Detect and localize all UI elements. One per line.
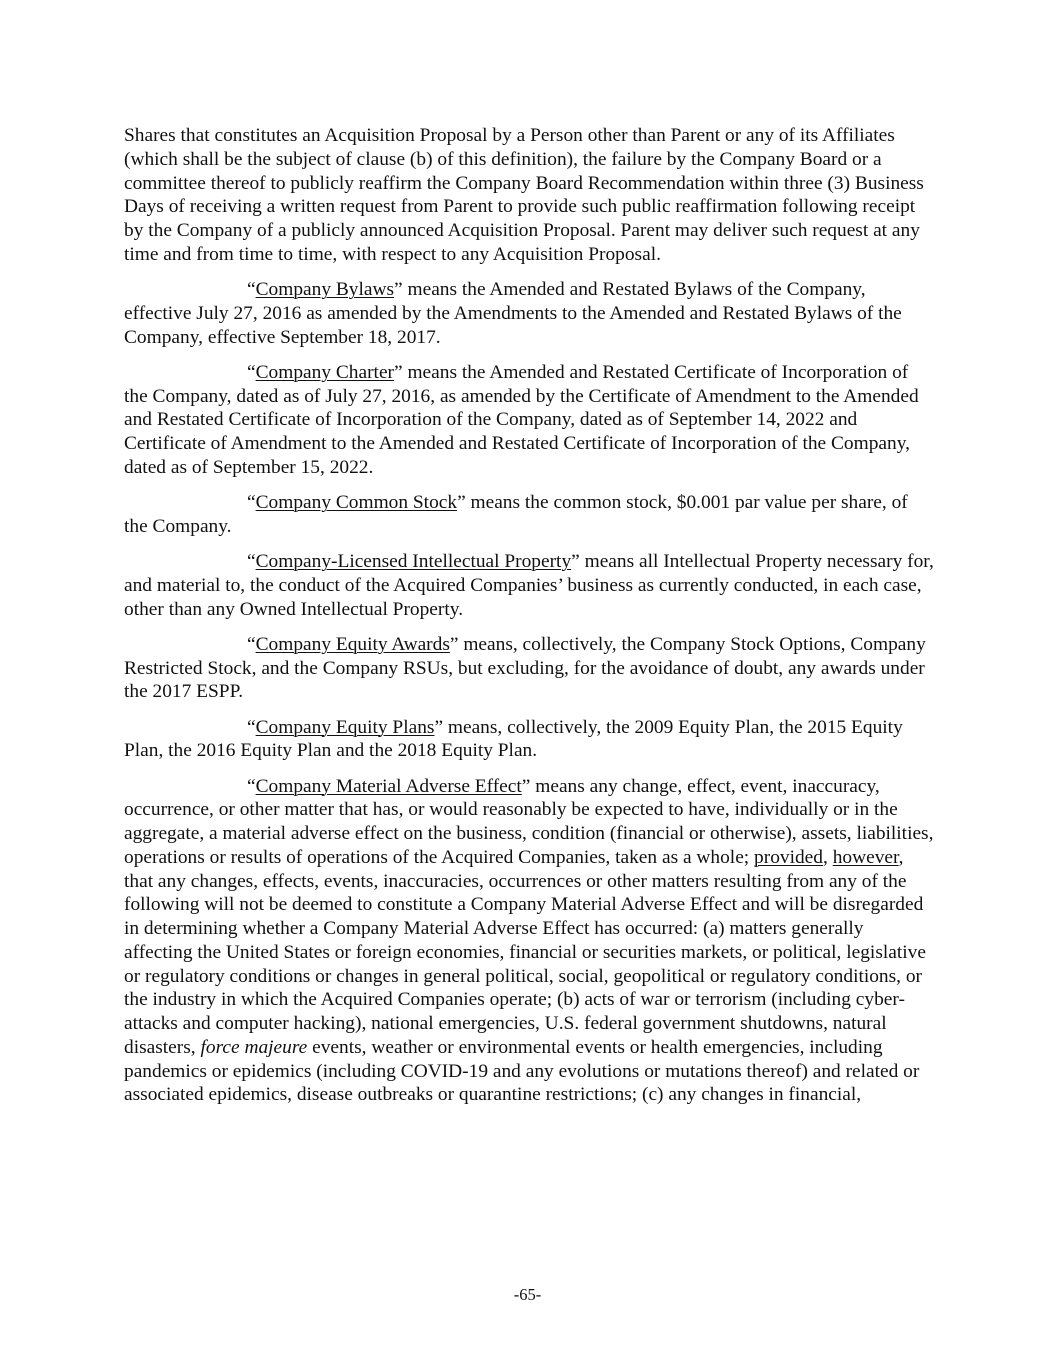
page-number: -65- [513,1285,542,1304]
definition-text: ” means all Intellectual Property necessary for, and material to, the conduct of the Acquired Companies’ business as currently conducted, in each case, other than any Owned Intellectual Property. [124,551,934,620]
provided-term: provided [754,846,823,868]
defined-term: Company Equity Plans [255,716,435,738]
definition-company-bylaws: “Company Bylaws” means the Amended and Restated Bylaws of the Company, effective July 27, 2016 as amended by the Amendments to the Amended and Restated Bylaws of the Company, effective September 18, 2017. [124,279,902,348]
definition-text: ” means the Amended and Restated Certificate of Incorporation of the Company, dated as of July 27, 2016, as amended by the Certificate of Amendment to the Amended and Restated Certificate of Incorporation of the Company, dated as of September 14, 2022 and Certificate of Amendment to the Amended and Restated Certificate of Incorporation of the Company, dated as of September 15, 2022. [124,361,919,478]
defined-term: Company Common Stock [255,492,458,513]
defined-term: Company Equity Awards [255,633,450,655]
defined-term: Company Material Adverse Effect [255,775,522,797]
definition-company-equity-awards: “Company Equity Awards” means, collectively, the Company Stock Options, Company Restricted Stock, and the Company RSUs, but excluding, for the avoidance of doubt, any awards under the 2017 ESPP. [124,633,926,703]
separator: , [822,846,833,868]
definition-company-mae: “Company Material Adverse Effect” means any change, effect, event, inaccuracy, occurrence, or other matter that has, or would reasonably be expected to have, individually or in the aggregate, a material adverse effect on the business, condition (financial or otherwise), assets, liabilities, operations or results of operations of the Acquired Companies, taken as a whole; provided, however, that any changes, effects, events, inaccuracies, occurrences or other matters resulting from any of the following will not be deemed to constitute a Company Material Adverse Effect and will be disregarded in determining whether a Company Material Adverse Effect has occurred: (a) matters generally affecting the United States or foreign economies, financial or securities markets, or political, legislative or regulatory conditions or changes in general political, social, geopolitical or regulatory conditions, or the industry in which the Acquired Companies operate; (b) acts of war or terrorism (including cyber-attacks and computer hacking), national emergencies, U.S. federal government shutdowns, natural disasters, force majeure events, weather or environmental events or health emergencies, including pandemics or epidemics (including COVID-19 and any evolutions or mutations thereof) and related or associated epidemics, disease outbreaks or quarantine restrictions; (c) any changes in financial, [124,775,934,1106]
definition-text-continued: , that any changes, effects, events, inaccuracies, occurrences or other matters resulting from any of the following will not be deemed to constitute a Company Material Adverse Effect and will be disregarded in determining whether a Company Material Adverse Effect has occurred: (a) matters generally affecting the United States or foreign economies, financial or securities markets, or political, legislative or regulatory conditions or changes in general political, social, geopolitical or regulatory conditions, or the industry in which the Acquired Companies operate; (b) acts of war or terrorism (including cyber-attacks and computer hacking), national emergencies, U.S. federal government shutdowns, natural disasters, [124,846,926,1058]
definition-text: ” means, collectively, the Company Stock Options, Company Restricted Stock, and the Company RSUs, but excluding, for the avoidance of doubt, any awards under the 2017 ESPP. [124,633,926,703]
definition-text: ” means, collectively, the 2009 Equity Plan, the 2015 Equity Plan, the 2016 Equity Plan and the 2018 Equity Plan. [124,716,903,762]
definition-company-licensed-ip: “Company-Licensed Intellectual Property” means all Intellectual Property necessary for, and material to, the conduct of the Acquired Companies’ business as currently conducted, in each case, other than any Owned Intellectual Property. [124,551,934,620]
definition-company-common-stock: “Company Common Stock” means the common stock, $0.001 par value per share, of the Company. [124,492,908,537]
opening-paragraph: Shares that constitutes an Acquisition Proposal by a Person other than Parent or any of its Affiliates (which shall be the subject of clause (b) of this definition), the failure by the Company Board or a committee thereof to publicly reaffirm the Company Board Recommendation within three (3) Business Days of receiving a written request from Parent to provide such public reaffirmation following receipt by the Company of a publicly announced Acquisition Proposal. Parent may deliver such request at any time and from time to time, with respect to any Acquisition Proposal. [124,125,924,265]
force-majeure-term: force majeure [200,1036,308,1058]
definition-company-charter: “Company Charter” means the Amended and Restated Certificate of Incorporation of the Company, dated as of July 27, 2016, as amended by the Certificate of Amendment to the Amended and Restated Certificate of Incorporation of the Company, dated as of September 14, 2022 and Certificate of Amendment to the Amended and Restated Certificate of Incorporation of the Company, dated as of September 15, 2022. [124,361,919,478]
however-term: however [832,846,899,868]
definition-company-equity-plans: “Company Equity Plans” means, collectively, the 2009 Equity Plan, the 2015 Equity Plan, the 2016 Equity Plan and the 2018 Equity Plan. [124,716,903,762]
definition-text: ” means the Amended and Restated Bylaws of the Company, effective July 27, 2016 as amended by the Amendments to the Amended and Restated Bylaws of the Company, effective September 18, 2017. [124,279,902,348]
defined-term: Company-Licensed Intellectual Property [255,551,572,572]
defined-term: Company Bylaws [255,279,395,300]
defined-term: Company Charter [255,361,395,383]
definition-text: ” means any change, effect, event, inaccuracy, occurrence, or other matter that has, or would reasonably be expected to have, individually or in the aggregate, a material adverse effect on the business, condition (financial or otherwise), assets, liabilities, operations or results of operations of the Acquired Companies, taken as a whole; [124,775,934,868]
definition-text: ” means the common stock, $0.001 par value per share, of the Company. [124,492,908,537]
definition-text-end: events, weather or environmental events or health emergencies, including pandemics or epidemics (including COVID-19 and any evolutions or mutations thereof) and related or associated epidemics, disease outbreaks or quarantine restrictions; (c) any changes in financial, [124,1036,920,1106]
document-body [124,124,934,1119]
